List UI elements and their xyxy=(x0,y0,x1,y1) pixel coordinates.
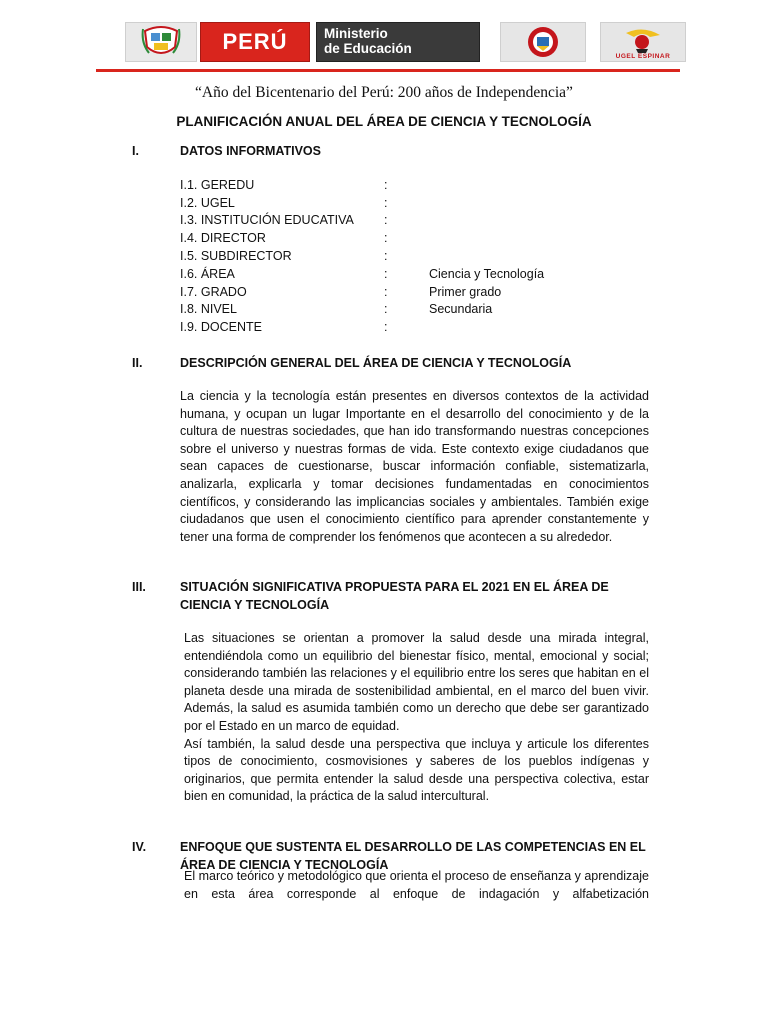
datos-colon: : xyxy=(384,178,388,192)
description-paragraph xyxy=(180,388,649,546)
header-divider xyxy=(96,69,680,72)
approach-text: El marco teórico y metodológico que orienta el proceso de enseñanza y aprendizaje en esta área corresponde al enfoque de indagación y alfabetización xyxy=(184,869,649,901)
section-number-3: III. xyxy=(132,580,146,594)
section-title-1: DATOS INFORMATIVOS xyxy=(180,144,321,158)
situation-paragraph xyxy=(184,630,649,806)
situation-text-1: Las situaciones se orientan a promover la salud desde una mirada integral, entendiéndola como un equilibrio del bienestar físico, mental, emocional y social; considerando también las relaciones y el equilibrio entre los seres que habitan en el planeta desde una mirada de sostenibilidad ambiental, en el marco del buen vivir. Además, la salud es asumida también como un derecho que debe ser garantizado por el Estado en un marco de equidad. xyxy=(184,631,649,733)
ministry-of-education-logo xyxy=(316,22,480,62)
datos-colon: : xyxy=(384,231,388,245)
section-title-3: SITUACIÓN SIGNIFICATIVA PROPUESTA PARA EL 2021 EN EL ÁREA DE CIENCIA Y TECNOLOGÍA xyxy=(180,580,609,612)
situation-text-2: Así también, la salud desde una perspectiva que incluya y articule los diferentes tipos de conocimiento, cosmovisiones y saberes de los pueblos indígenas y originarios, que permita entender la salud desde una perspectiva colectiva, estar bien en comunidad, la práctica de la salud intercultural. xyxy=(184,736,649,804)
datos-value: Secundaria xyxy=(429,302,493,316)
datos-colon: : xyxy=(384,249,388,263)
year-motto: “Año del Bicentenario del Perú: 200 años de Independencia” xyxy=(195,84,573,101)
document-title: PLANIFICACIÓN ANUAL DEL ÁREA DE CIENCIA Y TECNOLOGÍA xyxy=(176,114,592,129)
peru-coat-of-arms-logo xyxy=(125,22,197,62)
ugel-mascot-icon xyxy=(620,27,666,53)
datos-label: I.7. GRADO xyxy=(180,285,247,299)
school-emblem-logo xyxy=(500,22,586,62)
datos-label: I.2. UGEL xyxy=(180,196,235,210)
datos-colon: : xyxy=(384,302,388,316)
page-header xyxy=(0,0,768,80)
datos-colon: : xyxy=(384,213,388,227)
datos-label: I.5. SUBDIRECTOR xyxy=(180,249,292,263)
peru-logo-text: PERÚ xyxy=(222,29,288,54)
datos-colon: : xyxy=(384,267,388,281)
description-text: La ciencia y la tecnología están presentes en diversos contextos de la actividad humana, y ocupan un lugar Importante en el desarrollo del conocimiento y de la cultura de nuestras sociedades, que han ido transformando nuestras concepciones sobre el universo y nuestras formas de vida. Este contexto exige ciudadanos que sean capaces de cuestionarse, buscar información confiable, sistematizarla, analizarla, explicarla y tomar decisiones fundamentadas en conocimientos científicos, y considerando las implicancias sociales y ambientales. También exige ciudadanos que usen el conocimiento científico para aprender constantemente y tener una forma de comprender los fenómenos que acontecen a su alrededor. xyxy=(180,389,649,544)
datos-value: Primer grado xyxy=(429,285,502,299)
datos-label: I.4. DIRECTOR xyxy=(180,231,266,245)
ugel-logo-text: UGEL ESPINAR xyxy=(615,53,671,60)
datos-colon: : xyxy=(384,196,388,210)
datos-label: I.3. INSTITUCIÓN EDUCATIVA xyxy=(180,213,354,227)
datos-label: I.6. ÁREA xyxy=(180,267,235,281)
ministry-logo-line1: Ministerio xyxy=(324,26,388,41)
approach-paragraph xyxy=(184,868,649,903)
datos-label: I.9. DOCENTE xyxy=(180,320,262,334)
datos-colon: : xyxy=(384,320,388,334)
peru-logo xyxy=(200,22,310,62)
datos-value: Ciencia y Tecnología xyxy=(429,267,545,281)
section-number-4: IV. xyxy=(132,840,147,854)
section-number-2: II. xyxy=(132,356,143,370)
section-title-2: DESCRIPCIÓN GENERAL DEL ÁREA DE CIENCIA Y TECNOLOGÍA xyxy=(180,356,572,370)
ministry-logo-line2: de Educación xyxy=(324,41,412,56)
section-number-1: I. xyxy=(132,144,139,158)
school-emblem-icon xyxy=(524,25,562,59)
coat-of-arms-icon xyxy=(141,25,181,59)
datos-colon: : xyxy=(384,285,388,299)
ugel-espinar-logo xyxy=(600,22,686,62)
section-title-4: ENFOQUE QUE SUSTENTA EL DESARROLLO DE LAS COMPETENCIAS EN EL ÁREA DE CIENCIA Y TECNOLOGÍA xyxy=(180,840,646,872)
datos-label: I.8. NIVEL xyxy=(180,302,237,316)
datos-label: I.1. GEREDU xyxy=(180,178,255,192)
